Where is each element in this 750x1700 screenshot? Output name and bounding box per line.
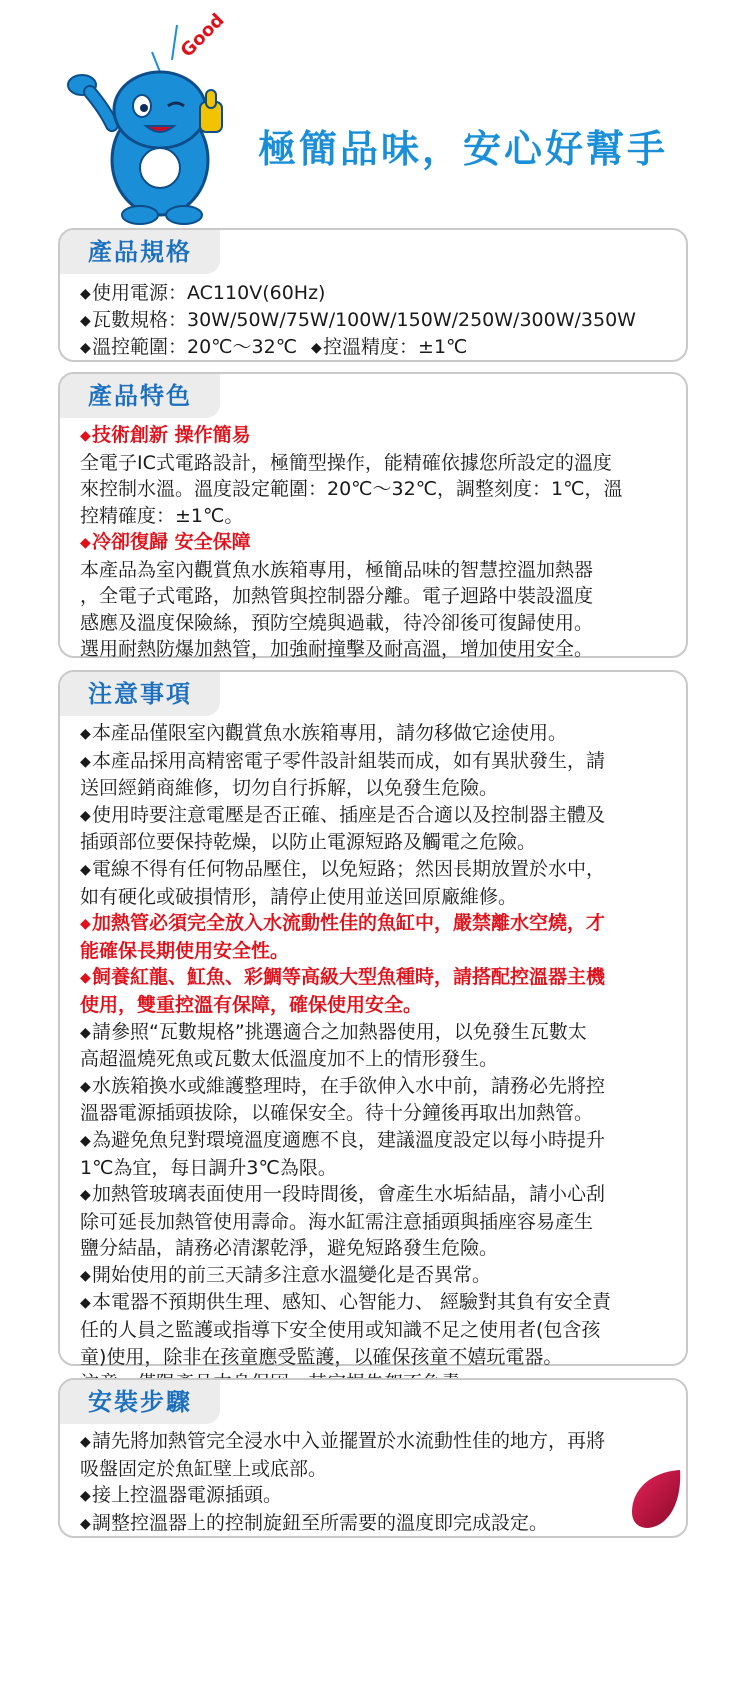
- note-warning: ◆飼養紅龍、魟魚、彩鯛等高級大型魚種時，請搭配控溫器主機: [80, 966, 606, 989]
- install-body: [80, 1428, 670, 1537]
- spec-watts: ◆瓦數規格：30W/50W/75W/100W/150W/250W/300W/350W: [80, 307, 670, 334]
- specs-title: 產品規格: [60, 230, 220, 274]
- note-item: ◆請參照“瓦數規格”挑選適合之加熱器使用，以免發生瓦數太: [80, 1020, 587, 1043]
- note-item: ◆使用時要注意電壓是否正確、插座是否合適以及控制器主體及: [80, 803, 606, 826]
- feature-text: 控精確度：±1℃。: [80, 504, 244, 527]
- feature-text: 本產品為室內觀賞魚水族箱專用，極簡品味的智慧控溫加熱器: [80, 558, 594, 581]
- note-item: ◆本產品採用高精密電子零件設計組裝而成，如有異狀發生，請: [80, 749, 606, 772]
- note-line: 溫器電源插頭拔除，以確保安全。待十分鐘後再取出加熱管。: [80, 1102, 594, 1125]
- notes-body: [80, 720, 670, 1397]
- install-step: ◆接上控溫器電源插頭。: [80, 1484, 283, 1506]
- spec-power: ◆使用電源：AC110V(60Hz): [80, 280, 670, 307]
- bullet-icon: ◆: [80, 286, 91, 302]
- note-item: ◆為避免魚兒對環境溫度適應不良，建議溫度設定以每小時提升: [80, 1128, 606, 1151]
- bullet-icon: ◆: [80, 313, 91, 329]
- note-line: 1℃為宜，每日調升3℃為限。: [80, 1156, 337, 1179]
- note-line: 鹽分結晶，請務必清潔乾淨，避免短路發生危險。: [80, 1237, 499, 1260]
- feature-text: ，全電子式電路，加熱管與控制器分離。電子迴路中裝設溫度: [80, 585, 594, 607]
- notes-title: 注意事項: [60, 672, 220, 716]
- notes-section: [58, 670, 688, 1366]
- install-step: ◆請先將加熱管完全浸水中入並擺置於水流動性佳的地方，再將: [80, 1430, 606, 1452]
- slogan-title: 極簡品味，安心好幫手: [258, 127, 669, 171]
- specs-section: [58, 228, 688, 362]
- feature-text: 感應及溫度保險絲，預防空燒與過載，待冷卻後可復歸使用。: [80, 611, 594, 634]
- features-section: [58, 372, 688, 658]
- note-line: 童)使用，除非在孩童應受監護，以確保孩童不嬉玩電器。: [80, 1345, 563, 1368]
- note-line: 插頭部位要保持乾燥，以防止電源短路及觸電之危險。: [80, 831, 537, 854]
- features-title: 產品特色: [60, 374, 220, 418]
- specs-body: [80, 280, 670, 361]
- note-item: ◆本電器不預期供生理、感知、心智能力、 經驗對其負有安全責: [80, 1291, 612, 1314]
- note-item: ◆水族箱換水或維護整理時，在手欲伸入水中前，請務必先將控: [80, 1074, 606, 1097]
- note-item: ◆加熱管玻璃表面使用一段時間後，會產生水垢結晶，請小心刮: [80, 1183, 606, 1206]
- note-line: 除可延長加熱管使用壽命。海水缸需注意插頭與插座容易產生: [80, 1210, 594, 1233]
- bullet-icon: ◆: [80, 340, 91, 356]
- feature-heading-1: ◆技術創新 操作簡易: [80, 424, 251, 446]
- spec-range-precision: ◆溫控範圍：20℃～32℃ ◆控溫精度：±1℃: [80, 334, 670, 361]
- feature-heading-2: ◆冷卻復歸 安全保障: [80, 531, 251, 553]
- note-line: 送回經銷商維修，切勿自行拆解，以免發生危險。: [80, 777, 499, 800]
- install-step: ◆調整控溫器上的控制旋鈕至所需要的溫度即完成設定。: [80, 1511, 549, 1534]
- mascot-illustration: [60, 10, 240, 230]
- note-warning-line: 使用，雙重控溫有保障，確保使用安全。: [80, 993, 423, 1016]
- note-warning-line: 能確保長期使用安全性。: [80, 939, 290, 962]
- note-warning: ◆加熱管必須完全放入水流動性佳的魚缸中，嚴禁離水空燒，才: [80, 912, 606, 935]
- feature-text: 全電子IC式電路設計，極簡型操作，能精確依據您所設定的溫度: [80, 451, 612, 474]
- note-line: 任的人員之監護或指導下安全使用或知識不足之使用者(包含孩: [80, 1319, 601, 1342]
- note-item: ◆本產品僅限室內觀賞魚水族箱專用，請勿移做它途使用。: [80, 722, 568, 744]
- note-line: 如有硬化或破損情形，請停止使用並送回原廠維修。: [80, 885, 518, 908]
- bullet-icon: ◆: [311, 340, 322, 356]
- note-line: 高超溫燒死魚或瓦數太低溫度加不上的情形發生。: [80, 1048, 499, 1071]
- features-body: [80, 422, 670, 663]
- red-leaf-icon: [630, 1468, 682, 1530]
- note-item: ◆開始使用的前三天請多注意水溫變化是否異常。: [80, 1263, 492, 1286]
- install-section: [58, 1378, 688, 1538]
- header: [0, 0, 750, 240]
- note-item: ◆電線不得有任何物品壓住，以免短路；然因長期放置於水中，: [80, 857, 606, 880]
- feature-text: 選用耐熱防爆加熱管，加強耐撞擊及耐高溫，增加使用安全。: [80, 638, 594, 660]
- feature-text: 來控制水溫。溫度設定範圍：20℃～32℃，調整刻度：1℃，溫: [80, 478, 623, 500]
- install-step-line: 吸盤固定於魚缸壁上或底部。: [80, 1457, 328, 1480]
- good-badge-text: Good: [176, 10, 229, 62]
- install-title: 安裝步驟: [60, 1380, 220, 1424]
